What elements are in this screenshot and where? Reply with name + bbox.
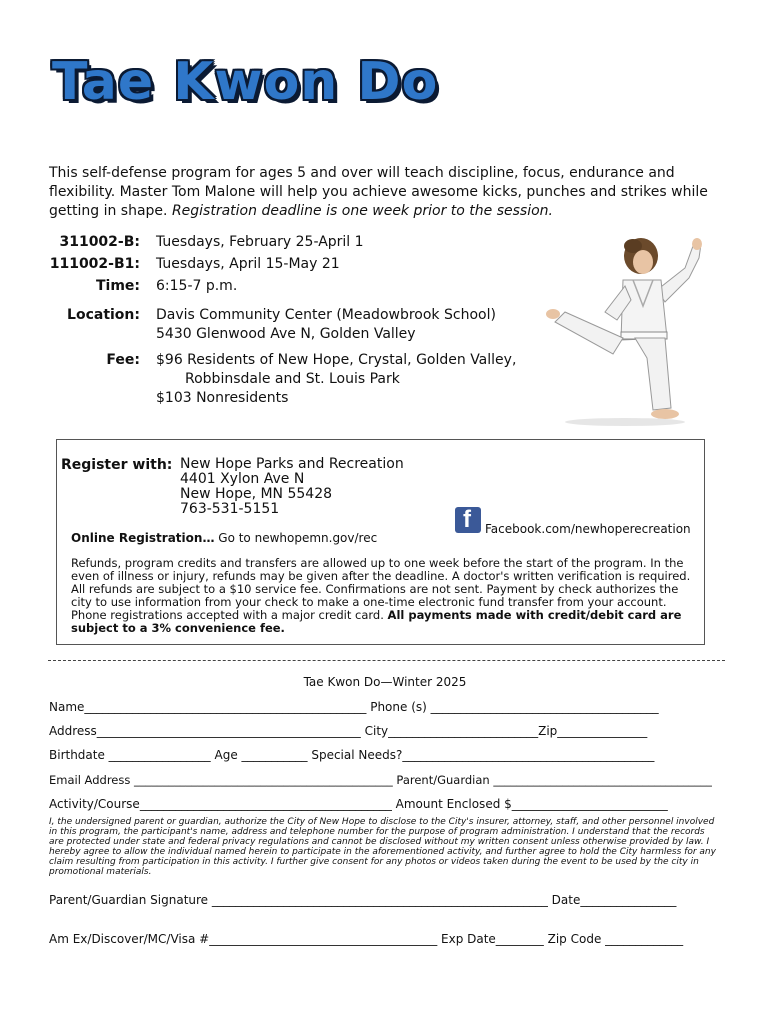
time-label: Time: <box>95 278 140 294</box>
session-dates: Tuesdays, April 15-May 21 <box>156 256 340 272</box>
page-title: Tae Kwon Do <box>52 52 439 112</box>
address-city-zip-field[interactable]: Address____________________________________________ City_________________________Zip_______________ <box>49 724 648 738</box>
register-city: New Hope, MN 55428 <box>180 486 333 502</box>
register-phone: 763-531-5151 <box>180 501 280 517</box>
consent-statement: I, the undersigned parent or guardian, authorize the City of New Hope to disclose to the City's insurer, attorney, staff, and other personnel involved in this program, the participant's name, address and telephone number for the purpose of program administration. I understand that the records are protected under state and federal privacy regulations and cannot be disclosed without my written consent unless otherwise provided by law. I hereby agree to allow the individual named herein to participate in the aforementioned activity, and further agree to hold the City harmless for any claim resulting from participation in this activity. I further give consent for any photos or videos taken during the event to be used by the city in promotional materials. <box>49 817 716 877</box>
session-row <box>0 255 560 275</box>
registration-deadline: Registration deadline is one week prior to the session. <box>171 203 553 219</box>
online-label: Online Registration… <box>71 531 215 545</box>
fee-line2: Robbinsdale and St. Louis Park <box>185 371 400 387</box>
name-phone-field[interactable]: Name_______________________________________________ Phone (s) ______________________________________ <box>49 700 659 714</box>
activity-amount-field[interactable]: Activity/Course__________________________________________ Amount Enclosed $__________________________ <box>49 797 668 811</box>
martial-arts-kid-photo <box>525 228 725 428</box>
card-payment-field[interactable]: Am Ex/Discover/MC/Visa #______________________________________ Exp Date________ Zip Code _____________ <box>49 932 684 946</box>
session-dates: Tuesdays, February 25-April 1 <box>156 234 364 250</box>
session-code: 311002-B: <box>59 234 140 250</box>
location-label: Location: <box>67 307 140 323</box>
refund-policy <box>71 557 695 635</box>
email-guardian-field[interactable]: Email Address _____________________________________________ Parent/Guardian ______________________________________ <box>49 773 712 787</box>
register-org: New Hope Parks and Recreation <box>180 456 404 472</box>
location-row <box>0 306 560 346</box>
fee-row <box>0 351 560 411</box>
cut-line <box>48 660 725 661</box>
session-code: 111002-B1: <box>49 256 140 272</box>
description-text: This self-defense program for ages 5 and over will teach discipline, focus, endurance and flexibility. Master Tom Malone will help you achieve awesome kicks, punches and strikes while getting in shape. <box>49 165 708 219</box>
fee-label: Fee: <box>106 352 140 368</box>
time-row <box>0 277 560 297</box>
online-link[interactable]: Go to newhopemn.gov/rec <box>214 531 378 545</box>
register-label: Register with: <box>61 457 173 473</box>
register-address <box>180 457 404 517</box>
location-line1: Davis Community Center (Meadowbrook School) <box>156 307 496 323</box>
session-row <box>0 233 560 253</box>
policy-fee-note: All payments made with credit/debit card are subject to a 3% convenience fee. <box>71 608 682 635</box>
form-heading: Tae Kwon Do—Winter 2025 <box>303 675 467 689</box>
register-street: 4401 Xylon Ave N <box>180 471 305 487</box>
online-registration <box>71 531 377 545</box>
birthdate-age-needs-field[interactable]: Birthdate _________________ Age ___________ Special Needs?__________________________________________ <box>49 748 655 762</box>
fee-line1: $96 Residents of New Hope, Crystal, Golden Valley, <box>156 352 517 368</box>
program-description <box>49 164 729 221</box>
registration-box <box>56 439 705 645</box>
policy-text: Refunds, program credits and transfers are allowed up to one week before the start of the program. In the even of illness or injury, refunds may be given after the deadline. A doctor's written verification is required. All refunds are subject to a $10 service fee. Confirmations are not sent. Payment by check authorizes the city to use information from your check to make a one-time electronic fund transfer from your account. Phone registrations accepted with a major credit card. <box>71 556 691 622</box>
time-value: 6:15-7 p.m. <box>156 278 238 294</box>
signature-date-field[interactable]: Parent/Guardian Signature ________________________________________________________ Date________________ <box>49 893 677 907</box>
facebook-icon[interactable]: f <box>455 507 481 533</box>
fee-line3: $103 Nonresidents <box>156 390 289 406</box>
facebook-link[interactable]: Facebook.com/newhoperecreation <box>485 522 691 536</box>
location-line2: 5430 Glenwood Ave N, Golden Valley <box>156 326 416 342</box>
